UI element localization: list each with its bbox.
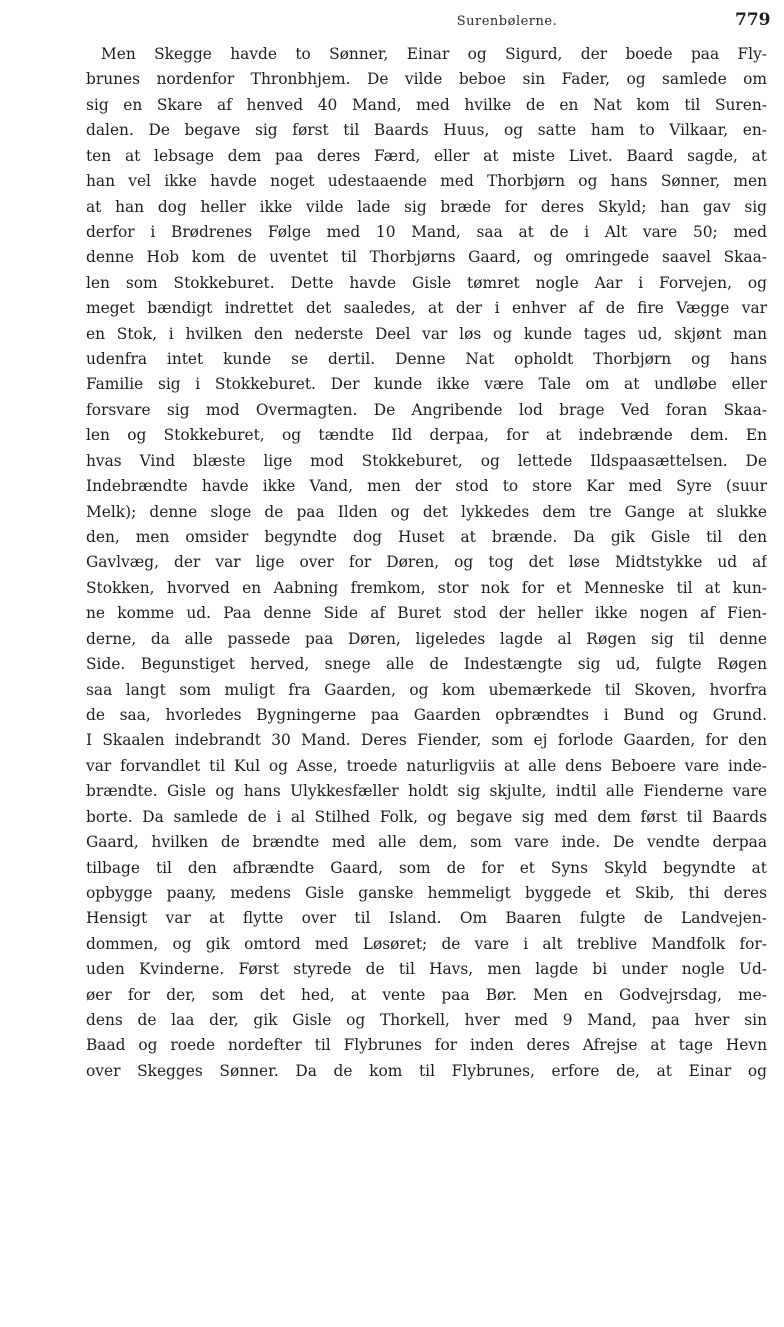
text-line: at han dog heller ikke vilde lade sig bræde for deres Skyld; han gav sig (86, 197, 767, 216)
text-line: derne, da alle passede paa Døren, ligeledes lagde al Røgen sig til denne (86, 629, 767, 648)
text-line: derfor i Brødrenes Følge med 10 Mand, saa at de i Alt vare 50; med (86, 222, 767, 241)
text-line: brændte. Gisle og hans Ulykkesfæller holdt sig skjulte, indtil alle Fienderne vare (86, 782, 767, 801)
text-line: I Skaalen indebrandt 30 Mand. Deres Fiender, som ej forlode Gaarden, for den (86, 731, 767, 750)
text-line: øer for der, som det hed, at vente paa Bør. Men en Godvejrsdag, me- (86, 985, 767, 1004)
text-line: forsvare sig mod Overmagten. De Angribende lod brage Ved foran Skaa- (86, 400, 767, 419)
body-text (86, 42, 767, 1084)
text-line: tilbage til den afbrændte Gaard, som de for et Syns Skyld begyndte at (86, 858, 767, 877)
text-line: len og Stokkeburet, og tændte Ild derpaa, for at indebrænde dem. En (86, 426, 767, 445)
text-line: Side. Begunstiget herved, snege alle de Indestængte sig ud, fulgte Røgen (86, 655, 767, 674)
text-line: Hensigt var at flytte over til Island. Om Baaren fulgte de Landvejen- (86, 909, 767, 928)
text-line: han vel ikke havde noget udestaaende med Thorbjørn og hans Sønner, men (86, 172, 767, 191)
text-line: hvas Vind blæste lige mod Stokkeburet, og lettede Ildspaasættelsen. De (86, 451, 767, 470)
text-line: Melk); denne sloge de paa Ilden og det lykkedes dem tre Gange at slukke (86, 502, 767, 521)
text-line: Stokken, hvorved en Aabning fremkom, stor nok for et Menneske til at kun- (86, 578, 767, 597)
page-number: 779 (735, 10, 771, 30)
text-line: denne Hob kom de uventet til Thorbjørns Gaard, og omringede saavel Skaa- (86, 248, 767, 267)
text-line: den, men omsider begyndte dog Huset at brænde. Da gik Gisle til den (86, 528, 767, 547)
text-line: sig en Skare af henved 40 Mand, med hvilke de en Nat kom til Suren- (86, 95, 767, 114)
text-line: uden Kvinderne. Først styrede de til Havs, men lagde bi under nogle Ud- (86, 960, 767, 979)
text-line: Men Skegge havde to Sønner, Einar og Sigurd, der boede paa Fly- (101, 45, 767, 63)
text-line: dommen, og gik omtord med Løsøret; de vare i alt treblive Mandfolk for- (86, 934, 767, 953)
text-line: dens de laa der, gik Gisle og Thorkell, hver med 9 Mand, paa hver sin (86, 1011, 767, 1030)
running-head: Surenbølerne. (456, 14, 558, 29)
text-line: dalen. De begave sig først til Baards Huus, og satte ham to Vilkaar, en- (86, 121, 767, 140)
text-line: Indebrændte havde ikke Vand, men der stod to store Kar med Syre (suur (86, 477, 767, 496)
text-line: ten at lebsage dem paa deres Færd, eller at miste Livet. Baard sagde, at (86, 146, 767, 165)
text-line: ne komme ud. Paa denne Side af Buret stod der heller ikke nogen af Fien- (86, 604, 767, 623)
text-line: Gaard, hvilken de brændte med alle dem, som vare inde. De vendte derpaa (86, 833, 767, 852)
text-line: len som Stokkeburet. Dette havde Gisle tømret nogle Aar i Forvejen, og (86, 273, 767, 292)
text-line: Baad og roede nordefter til Flybrunes for inden deres Afrejse at tage Hevn (86, 1036, 767, 1055)
text-line: borte. Da samlede de i al Stilhed Folk, og begave sig med dem først til Baards (86, 807, 767, 826)
text-line: Gavlvæg, der var lige over for Døren, og tog det løse Midtstykke ud af (86, 553, 767, 572)
text-line: over Skegges Sønner. Da de kom til Flybrunes, erfore de, at Einar og (86, 1061, 767, 1080)
text-line: udenfra intet kunde se dertil. Denne Nat opholdt Thorbjørn og hans (86, 350, 767, 369)
text-line: opbygge paany, medens Gisle ganske hemmeligt byggede et Skib, thi deres (86, 883, 767, 902)
text-line: de saa, hvorledes Bygningerne paa Gaarden opbrændtes i Bund og Grund. (86, 705, 767, 724)
text-line: brunes nordenfor Thronbhjem. De vilde beboe sin Fader, og samlede om (86, 70, 767, 89)
text-line: saa langt som muligt fra Gaarden, og kom ubemærkede til Skoven, hvorfra (86, 680, 767, 699)
text-line: meget bændigt indrettet det saaledes, at der i enhver af de fire Vægge var (86, 299, 767, 318)
text-line: Familie sig i Stokkeburet. Der kunde ikke være Tale om at undløbe eller (86, 375, 767, 394)
text-line: en Stok, i hvilken den nederste Deel var løs og kunde tages ud, skjønt man (86, 324, 767, 343)
text-line: var forvandlet til Kul og Asse, troede naturligviis at alle dens Beboere vare inde- (86, 756, 767, 775)
